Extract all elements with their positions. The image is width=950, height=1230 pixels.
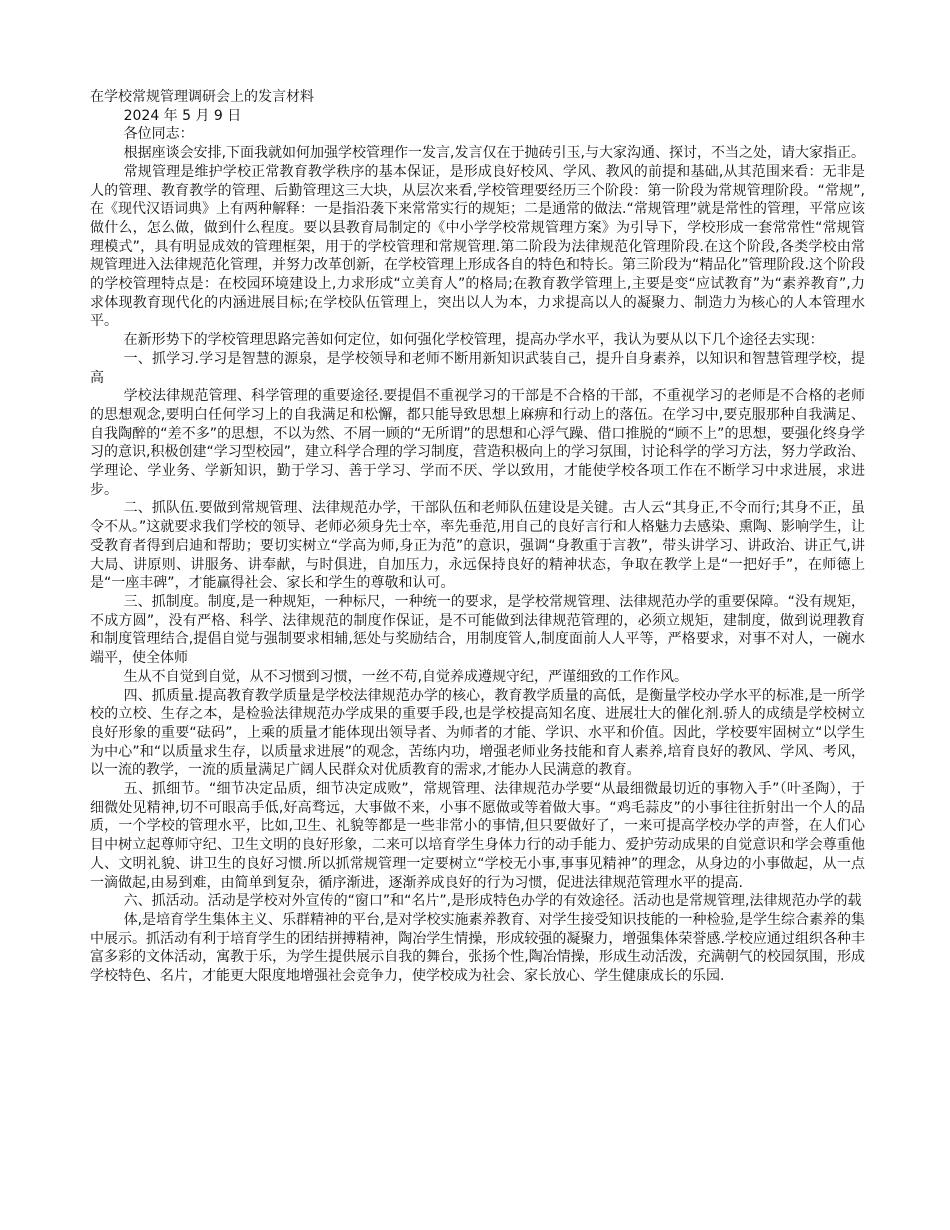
paragraph-team: 二、抓队伍.要做到常规管理、法律规范办学，干部队伍和老师队伍建设是关键。古人云“其身正,不令而行;其身不正，虽令不从。”这就要求我们学校的领导、老师必须身先士卒，率先垂范,用自己的良好言行和人格魅力去感染、熏陶、影响学生，让受教育者得到启迪和帮助；要切实树立“学高为师,身正为范”的意识，强调“身教重于言教”，带头讲学习、讲政治、讲正气,讲大局、讲原则、讲服务、讲奉献，与时俱进，自加压力，永远保持良好的精神状态，争取在教学上是“一把好手”，在师德上是“一座丰碑”，才能赢得社会、家长和学生的尊敬和认可。 — [90, 500, 865, 592]
paragraph-study-body: 学校法律规范管理、科学管理的重要途径.要提倡不重视学习的干部是不合格的干部，不重视学习的老师是不合格的老师的思想观念,要明白任何学习上的自我满足和松懈，都只能导致思想上麻痹和行动上的落伍。在学习中,要克服那种自我满足、自我陶醉的“差不多”的思想，不以为然、不屑一顾的“无所谓”的思想和心浮气躁、借口推脱的“顾不上”的思想，要强化终身学习的意识,积极创建“学习型校园”，建立科学合理的学习制度，营造积极向上的学习氛围，讨论科学的学习方法，努力学政治、学理论、学业务、学新知识，勤于学习、善于学习、学而不厌、学以致用，才能使学校各项工作在不断学习中求进展，求进步。 — [90, 388, 865, 498]
paragraph-quality: 四、抓质量.提高教育教学质量是学校法律规范办学的核心，教育教学质量的高低，是衡量学校办学水平的标准,是一所学校的立校、生存之本，是检验法律规范办学成果的重要手段,也是学校提高知名度、进展壮大的催化剂.骄人的成绩是学校树立良好形象的重要“砝码”，上乘的质量才能体现出领导者、为师者的才能、学识、水平和价值。因此，学校要牢固树立“以学生为中心”和“以质量求生存，以质量求进展”的观念，苦练内功，增强老师业务技能和育人素养,培育良好的教风、学风、考风，以一流的教学，一流的质量满足广阔人民群众对优质教育的需求,才能办人民满意的教育。 — [90, 687, 865, 779]
paragraph-activity-heading: 六、抓活动。活动是学校对外宣传的“窗口”和“名片”,是形成特色办学的有效途径。活动也是常规管理,法律规范办学的载 — [123, 893, 862, 910]
paragraph-routine-management: 常规管理是维护学校正常教育教学秩序的基本保证，是形成良好校风、学风、教风的前提和基础,从其范围来看：无非是人的管理、教育教学的管理、后勤管理这三大块，从层次来看,学校管理要经历三个阶段：第一阶段为常规管理阶段。“常规”,在《现代汉语词典》上有两种解释：一是指沿袭下来常常实行的规矩；二是通常的做法.“常规管理”就是常性的管理，平常应该做什么，怎么做，做到什么程度。要以县教育局制定的《中小学学校常规管理方案》为引导下，学校形成一套常常性“常规管理模式”，具有明显成效的管理框架，用于的学校管理和常规管理.第二阶段为法律规范化管理阶段.在这个阶段,各类学校由常规管理进入法律规范化管理，并努力改革创新，在学校管理上形成各自的特色和特长。第三阶段为“精品化”管理阶段.这个阶段的学校管理特点是：在校园环境建设上,力求形成“立美育人”的格局;在教育教学管理上,主要是变“应试教育”为“素养教育”,力求体现教育现代化的内涵进展目标;在学校队伍管理上，突出以人为本，力求提高以人的凝聚力、制造力为核心的人本管理水平。 — [90, 163, 865, 330]
paragraph-study-heading: 一、抓学习.学习是智慧的源泉，是学校领导和老师不断用新知识武装自己，提升自身素养，以知识和智慧管理学校，提高 — [90, 350, 865, 386]
salutation: 各位同志： — [123, 126, 194, 143]
paragraph-detail: 五、抓细节。“细节决定品质，细节决定成败”，常规管理、法律规范办学要“从最细微最切近的事物入手”（叶圣陶），于细微处见精神,切不可眼高手低,好高骛远，大事做不来，小事不愿做或等着做大事。“鸡毛蒜皮”的小事往往折射出一个人的品质，一个学校的管理水平，比如,卫生、礼貌等都是一些非常小的事情,但只要做好了，一来可提高学校办学的声誉，在人们心目中树立起尊师守纪、卫生文明的良好形象，二来可以培育学生身体力行的动手能力、爱护劳动成果的自觉意识和学会尊重他人、文明礼貌、讲卫生的良好习惯.所以抓常规管理一定要树立“学校无小事,事事见精神”的理念，从身边的小事做起，从一点一滴做起,由易到难，由简单到复杂，循序渐进，逐渐养成良好的行为习惯，促进法律规范管理水平的提高. — [90, 781, 865, 891]
document-page — [90, 88, 865, 986]
document-date: 2024 年 5 月 9 日 — [123, 107, 242, 124]
paragraph-system-continued: 生从不自觉到自觉，从不习惯到习惯，一丝不苟,自觉养成遵规守纪，严谨细致的工作作风。 — [123, 668, 689, 685]
paragraph-intro: 根据座谈会安排,下面我就如何加强学校管理作一发言,发言仅在于抛砖引玉,与大家沟通、探讨，不当之处，请大家指正。 — [123, 145, 865, 162]
paragraph-approach: 在新形势下的学校管理思路完善如何定位，如何强化学校管理，提高办学水平，我认为要从以下几个途径去实现： — [123, 332, 824, 349]
document-title: 在学校常规管理调研会上的发言材料 — [90, 89, 314, 105]
paragraph-activity-body: 体,是培育学生集体主义、乐群精神的平台,是对学校实施素养教育、对学生接受知识技能的一种检验,是学生综合素养的集中展示。抓活动有利于培育学生的团结拼搏精神，陶冶学生情操，形成较强的凝聚力，增强集体荣誉感.学校应通过组织各种丰富多彩的文体活动，寓教于乐，为学生提供展示自我的舞台，张扬个性,陶冶情操，形成生动活泼，充满朝气的校园氛围，形成学校特色、名片，才能更大限度地增强社会竞争力，使学校成为社会、家长放心、学生健康成长的乐园. — [90, 911, 865, 985]
paragraph-system: 三、抓制度。制度,是一种规矩，一种标尺，一种统一的要求，是学校常规管理、法律规范办学的重要保障。“没有规矩，不成方圆”，没有严格、科学、法律规范的制度作保证，是不可能做到法律规范管理的，必须立规矩，建制度，做到说理教育和制度管理结合,提倡自觉与强制要求相辅,惩处与奖励结合，用制度管人,制度面前人人平等，严格要求，对事不对人，一碗水端平，使全体师 — [90, 593, 865, 667]
